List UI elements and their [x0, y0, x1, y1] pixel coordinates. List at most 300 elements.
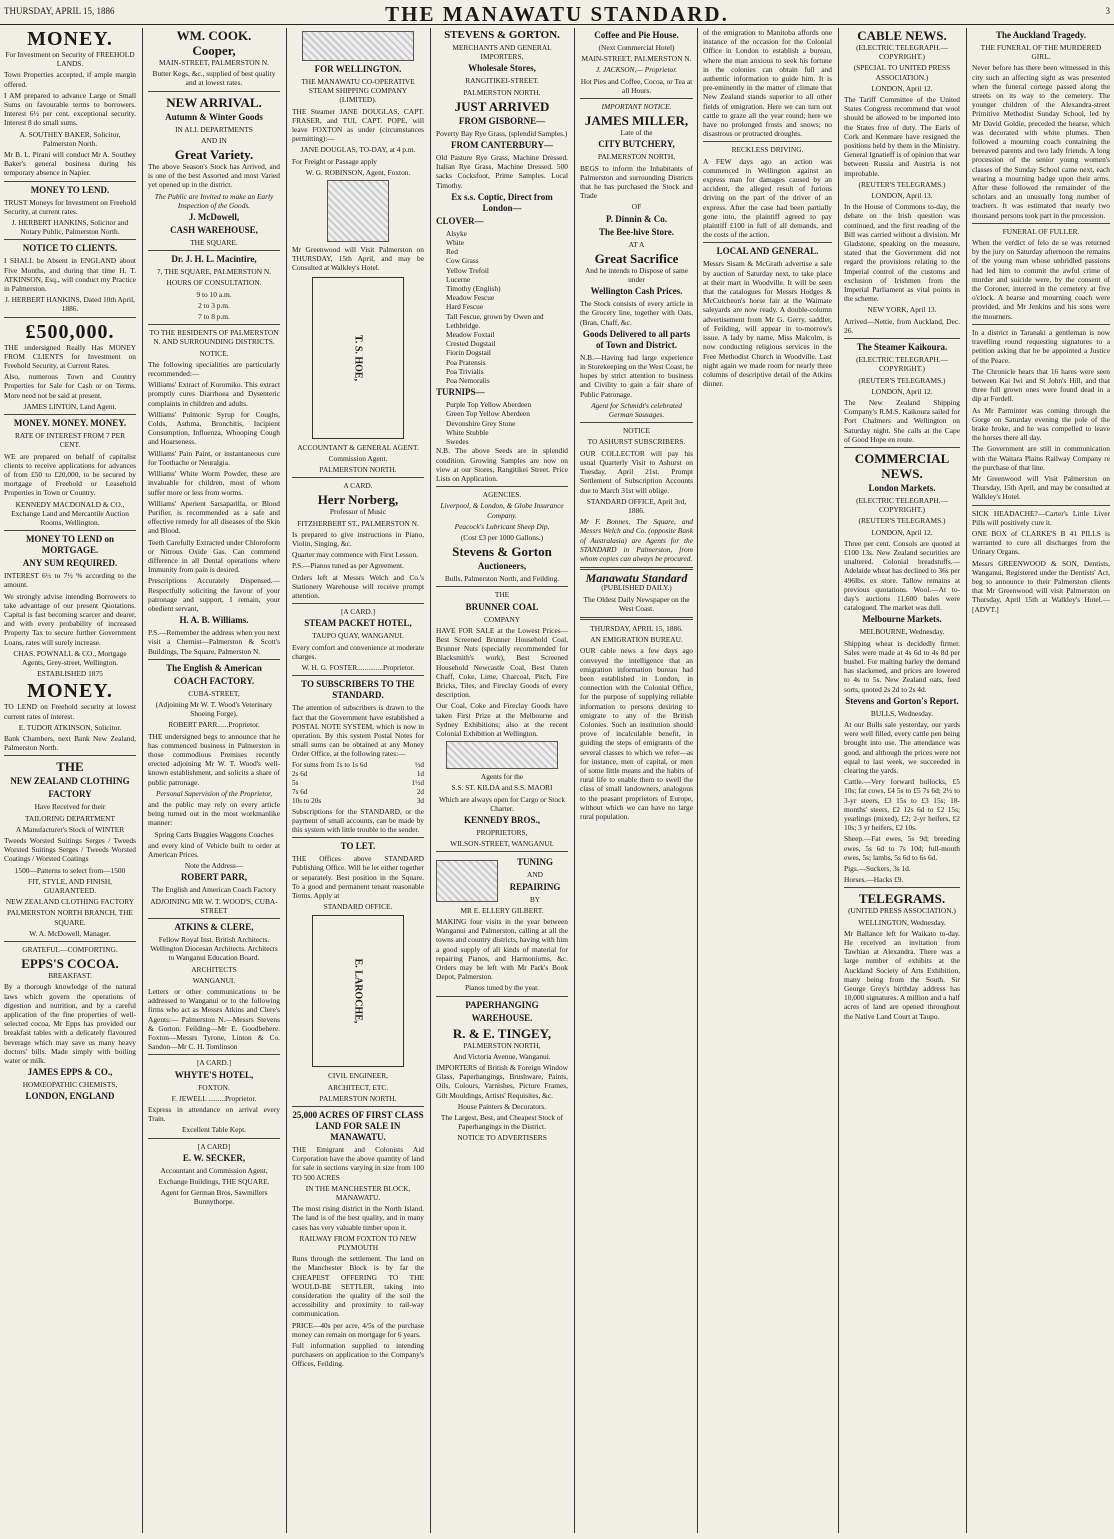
great-sacrifice: Great Sacrifice [594, 250, 679, 266]
masthead [0, 0, 1114, 25]
pirani-notice: Mr B. L. Pirani will conduct Mr A. Southey Baker's general business during his temporary absence in Napier. [4, 150, 136, 178]
hankins-date: J. HERBERT HANKINS, Dated 10th April, 1886. [5, 295, 135, 314]
sg-places: Bulls, Palmerston North, and Feilding. [444, 574, 560, 584]
list-item: White Stubble [446, 427, 489, 437]
company: COMPANY [483, 614, 521, 624]
column-rule [697, 28, 698, 1533]
sheep: Sheep.—Fat ewes, 5s 9d; breeding ewes, 5s 6d to 7s 10d; full-mouth ewes, 5s; lambs, 5s 6d to 6s 6d. [844, 834, 960, 862]
canterbury: FROM CANTERBURY— [451, 140, 553, 151]
laroche-name: E. LAROCHE, [352, 958, 364, 1024]
bulls: BULLS, Wednesday. [870, 708, 934, 718]
civil-engineer: CIVIL ENGINEER, [327, 1071, 389, 1081]
atkinson-address: Bank Chambers, next Bank New Zealand, Palmerston North. [4, 733, 136, 753]
departments-line: IN ALL DEPARTMENTS [175, 124, 253, 134]
pownall-signature: CHAS. POWNALL & CO., Mortgage Agents, Grey-street, Wellington. [13, 648, 127, 667]
column-2 [144, 28, 284, 1533]
nzc-the: THE [56, 759, 84, 775]
williams-signature: H. A. B. Williams. [179, 615, 249, 626]
column-1 [0, 28, 140, 1533]
hours-heading: HOURS OF CONSULTATION. [166, 278, 262, 288]
hankins-signature: J. HERBERT HANKINS, Solicitor and Notary Public, Palmerston North. [11, 218, 129, 237]
published-daily: (PUBLISHED DAILY.) [601, 583, 672, 593]
taranaki: In a district in Taranaki a gentleman is now travelling round requesting signatures to a petition asking that he be appointed a Justice of the Peace. [972, 327, 1110, 365]
steam-packet: STEAM PACKET HOTEL, [304, 618, 412, 629]
railway: RAILWAY FROM FOXTON TO NEW PLYMOUTH [299, 1233, 417, 1252]
new-york-text: Arrived—Nettie, from Auckland, Dec. 26. [844, 316, 960, 335]
bc-the: THE [494, 590, 510, 600]
tweeds-list: Tweeds Worsted Suitings Serges / Tweeds Worsted Suitings Serges / Tweeds Worsted Coatings / Worsted Coatings [4, 835, 136, 864]
notice-heading: NOTICE. [199, 348, 229, 358]
column-rule [430, 28, 431, 1533]
greenwood-dentists: Messrs GREENWOOD & SON, Dentists, Wanganui, Registered under the Dentists' Act, beg to announce to their Palmerston clients that Mr Greenwood will visit Palmerston on Thursday, April 15th at Walkley's Hotel.—[ADVT.] [972, 558, 1110, 614]
standard-office: STANDARD OFFICE. [323, 902, 393, 912]
auctioneers: Auctioneers, [477, 561, 527, 572]
sg-merchants: MERCHANTS AND GENERAL IMPORTERS, [452, 43, 552, 62]
manchester-text: The most rising district in the North Island. The land is of the best quality, and in many cases has very valuable timber upon it. [292, 1204, 424, 1232]
fit-line: FIT, STYLE, AND FINISH, GUARANTEED. [27, 876, 113, 895]
local-general: LOCAL AND GENERAL. [716, 246, 819, 257]
date-line: THURSDAY, APRIL 15, 1886. [590, 623, 683, 633]
adjoining-2: ADJOINING MR W. T. WOOD'S, CUBA-STREET [150, 896, 278, 915]
rate-row: For sums from 1s to 1s 6d ½d [292, 760, 424, 769]
laroche-card [312, 915, 404, 1067]
great-variety: Great Variety. [174, 147, 254, 163]
teeth-text: Teeth Carefully Extracted under Chloroform or Nitrous Oxide Gas. Can commend difference in all Dental operations where Immunity from pain is desired. [148, 537, 280, 575]
kaikoura-1: (ELECTRIC TELEGRAPH.—COPYRIGHT.) [856, 355, 948, 374]
comfort: Every comfort and convenience at moderate charges. [292, 642, 424, 661]
clover: CLOVER— [436, 215, 484, 226]
established: ESTABLISHED 1875 [37, 669, 103, 679]
list-item: Red [446, 247, 458, 257]
supervision: Personal Supervision of the Proprietor, [155, 788, 273, 798]
tuning-block [436, 855, 568, 905]
column-3 [288, 28, 428, 1533]
cable-news: CABLE NEWS. [857, 28, 947, 43]
london-2-text: In the House of Commons to-day, the debate on the Irish question was continued, and the first reading of the Bill was carried without a division. Mr Gladstone, speaking on the measure, stated that the Government did not regard the provisions relating to the Imperial control of the customs and exclusion of Irishmen from the Imperial Parliament as vital points in the scheme. [844, 202, 960, 304]
ships-text: Which are always open for Cargo or Stock Charter. [438, 794, 566, 813]
sg-auctioneers: Stevens & Gorton [452, 544, 552, 560]
the-square: THE SQUARE. [190, 238, 238, 248]
money2-text: TO LEND on Freehold security at lowest current rates of interest. [4, 702, 136, 721]
nb-text: N.B.—Having had large experience in Storekeeping on the West Coast, he hopes by strict attention to business and Civility to gain a fair share of Public Patronage. [580, 352, 693, 399]
branch-line: PALMERSTON NORTH BRANCH, THE SQUARE. [7, 908, 133, 927]
epps-heading: EPPS'S COCOA. [21, 956, 119, 972]
and: AND [526, 870, 543, 880]
town-properties: Town Properties accepted, if ample margin offered. [4, 70, 136, 89]
note-address: Note the Address— [184, 861, 244, 871]
commercial-news: COMMERCIAL NEWS. [854, 450, 950, 481]
kaikoura: The Steamer Kaikoura. [856, 342, 948, 353]
secker-agent: Agent for German Bros, Sawmillers Bunnythorpe. [160, 1188, 268, 1207]
london-markets: London Markets. [868, 482, 936, 493]
warehouse: WAREHOUSE. [471, 1012, 533, 1023]
railway-text: Runs through the settlement. The land on the Manchester Block is by far the CHEAPEST OFFERING TO THE WOULD-BE SETTLER, taking into consideration the quality of the soil the accessibility and proximity to rail-way communication. [292, 1254, 424, 1319]
london-4-text: Three per cent. Consols are quoted at £100 13s. New Zealand securities are unaltered. Colonial breadstuffs.—Adelaide wheat has declined to 36s per 496lbs. ex store. Tallow remains at previous quotations. Wool.—At to-day's auctions 11,600 bales were catalogued. The market was dull. [844, 538, 960, 613]
list-item: Hard Fescue [446, 302, 484, 312]
beehive: The Bee-hive Store. [598, 226, 675, 237]
issue-date: THURSDAY, APRIL 15, 1886 [4, 6, 115, 16]
emigration-bureau: AN EMIGRATION BUREAU. [590, 635, 683, 645]
list-item: Tall Fescue, grown by Owen and Lethbridge. [446, 311, 544, 330]
important-notice: IMPORTANT NOTICE. [601, 102, 672, 112]
for-wellington: FOR WELLINGTON. [314, 64, 402, 74]
freight: For Freight or Passage apply [292, 156, 377, 166]
nzc-tailoring: TAILORING DEPARTMENT [24, 813, 116, 823]
parr-line: ROBERT PARR......Proprietor. [168, 720, 260, 730]
jewell: F. JEWELL .........Proprietor. [171, 1093, 257, 1103]
kennedy-signature: KENNEDY MACDONALD & CO., Exchange Land and Mercantile Auction Rooms, Wellington. [11, 499, 129, 527]
secker-address: Exchange Buildings, THE SQUARE. [158, 1177, 270, 1187]
standard-office-date: STANDARD OFFICE, April 3rd, 1886. [586, 496, 687, 515]
ashurst-text: OUR COLLECTOR will pay his usual Quarterly Visit to Ashurst on Tuesday, April 21st. Prompt Settlement of Subscription Accounts due to March 31st will oblige. [580, 448, 693, 495]
steamer-illustration [446, 741, 558, 769]
hoe-name: T. S. HOE, [352, 334, 364, 381]
reckless-driving: RECKLESS DRIVING. [731, 145, 804, 155]
cook-text: Butter Kegs, &c., supplied of best quality and at lowest rates. [152, 69, 276, 88]
tingey: R. & E. TINGEY, [452, 1025, 552, 1041]
acres-text: THE Emigrant and Colonists Aid Corporation have the above quantity of land for sale in sections varying in size from 100 TO 500 ACRES [292, 1144, 424, 1182]
late-of: Late of the [620, 128, 653, 138]
notice-text: The following specialities are particularly recommended:— [148, 359, 280, 379]
amount-text: THE undersigned Really Has MONEY FROM CLIENTS for Investment on Freehold Security, at Current Rates. [4, 342, 136, 371]
notice-heading: NOTICE TO CLIENTS. [22, 243, 118, 254]
column-rule [574, 28, 575, 1533]
telegrams-upa: (UNITED PRESS ASSOCIATION.) [848, 906, 956, 916]
gilbert: MR E. ELLERY GILBERT. [460, 905, 544, 915]
tuning: TUNING [516, 857, 553, 868]
wilson-street: WILSON-STREET, WANGANUI. [450, 839, 554, 849]
coptic: Ex s.s. Coptic, Direct from London— [451, 191, 553, 213]
card-label-2: [A CARD.] [340, 607, 376, 617]
card-label: A CARD. [343, 481, 373, 491]
notice-advertisers: NOTICE TO ADVERTISERS [457, 1133, 547, 1143]
atkinson-signature: E. TUDOR ATKINSON, Solicitor. [18, 722, 122, 732]
lend-text: I AM prepared to advance Large or Small Sums on favourable terms to borrowers. Interest 6½ per cent. exceptional security. Interest 8 do small sums. [4, 90, 136, 128]
williams-2: Williams' Pulmonic Syrup for Coughs, Colds, Asthma, Bronchitis, Incipient Consumption, Influenza, Whooping Cough and Hoarseness. [148, 409, 280, 447]
architect: ARCHITECT, ETC. [327, 1082, 389, 1092]
grateful-line: GRATEFUL—COMFORTING. [22, 945, 118, 955]
nb-text: N.B. The above Seeds are in splendid condition. Growing Samples are now on view at our Stores, Rangitikei Street. Price Lists on Application. [436, 446, 568, 483]
london-2: LONDON, April 13. [871, 191, 933, 201]
tingey-avenue: And Victoria Avenue, Wanganui. [453, 1051, 551, 1061]
coach-factory: COACH FACTORY. [173, 675, 255, 686]
trust-text: TRUST Moneys for Investment on Freehold Security, at current rates. [4, 197, 136, 216]
mortgage-heading: MONEY TO LEND on MORTGAGE. [25, 534, 115, 556]
greenwood: Mr Greenwood will Visit Palmerston on Thursday, 15th April, and may be consulted at Walkley's Hotel. [972, 473, 1110, 502]
any-sum-text: INTEREST 6½ to 7½ % according to the amount. [4, 571, 136, 590]
agencies: AGENCIES. [482, 490, 522, 500]
williams-5: Williams' Aperient Sarsaparilla, or Blood Purifier, is recommended as a safe and effective remedy for all diseases of the Skin and Blood. [148, 498, 280, 536]
melbourne: MELBOURNE, Wednesday. [859, 627, 945, 637]
repairing: REPAIRING [509, 881, 561, 892]
sick-headache: SICK HEADACHE?—Carter's Little Liver Pills will positively cure it. [972, 508, 1110, 527]
cattle: Cattle.—Very forward bullocks, £5 10s; fat cows, £4 5s to £5 7s 6d; 2½ to 3-yr steers, £3 15s to £3 15s; 18-months' steers, £2 12s 6d to £2 15s; yearlings (mixed), £2; 2-yr heifers, £2 10s; 3 yr heifers, £2 10s. [844, 777, 960, 833]
subscribers-heading: TO SUBSCRIBERS TO THE STANDARD. [301, 679, 415, 701]
notice: NOTICE [622, 426, 651, 436]
money-heading-2: MONEY. [27, 680, 113, 703]
bureau-text: OUR cable news a few days ago conveyed the intelligence that an emigration information bureau had been established in London, in connection with the Colonial Office, for the purpose of supplying reliable information to persons desiring to emigrate to any of the British Colonies. Such an institution should prove of incalculable benefit, in guiding the steps of emigrants of the several classes to which we refer—as for instance, men of capital, or men of some little means and the habits of rural life to enable them to swell the class of small landowners, analogous to the peasant proprietors of Europe, without which we can have no large rural population. [580, 646, 693, 821]
london-1-text: The Tariff Committee of the United States Congress recommend that wool should be allowed to be imported into the States free of duty. The Earls of Cork and Kenmare have resigned the positions held by them in the Ministry. General Ignatieff is of opinion that war between Russia and Austria is not improbable. [844, 95, 960, 178]
sausages: Agent for Schmidt's celebrated German Sausages. [591, 400, 682, 420]
wanganui: WANGANUI. [192, 975, 236, 985]
cash-prices: Wellington Cash Prices. [590, 286, 683, 297]
williams-4: Williams' White Worm Powder, these are invaluable for children, most of whom suffer more or less from worms. [148, 469, 280, 497]
cook-heading: WM. COOK. [176, 28, 252, 43]
notice-text: I SHALL be Absent in ENGLAND about Five Months, and during that time H. T. ATKINSON, Esq., will conduct my Practice in Palmerston. [4, 256, 136, 294]
nzc-stock: A Manufacturer's Stock of WINTER [15, 824, 125, 834]
also-text: Also, numerous Town and Country Properties for Sale for Cash or on Terms. More need not be said at present. [4, 372, 136, 400]
list-item: Lucerne [446, 274, 471, 284]
hours-3: 7 to 8 p.m. [198, 312, 230, 322]
cable-special: (SPECIAL TO UNITED PRESS ASSOCIATION.) [853, 63, 951, 82]
list-item: Crested Dogstail [446, 339, 496, 349]
ashurst: TO ASHURST SUBSCRIBERS. [587, 437, 686, 447]
amount-heading: £500,000. [25, 320, 115, 343]
coffee-address: MAIN-STREET, PALMERSTON N. [581, 54, 692, 64]
doctor-name: Dr. J. H. L. Macintire, [171, 254, 257, 265]
any-sum-heading: ANY SUM REQUIRED. [22, 558, 118, 569]
hoe-place: PALMERSTON NORTH. [319, 465, 397, 475]
williams-1: Williams' Extract of Koromiko. This extract promptly cures Diarrhoea and Dysenteric complaints in children and adults. [148, 380, 280, 408]
money-subhead: For Investment on Security of FREEHOLD LANDS. [5, 50, 135, 69]
london-line: LONDON, ENGLAND [25, 1091, 115, 1102]
kennedy-bros: KENNEDY BROS., [464, 814, 540, 825]
patterns-line: 1500—Patterns to select from—1500 [14, 865, 126, 875]
piano-illustration [436, 860, 498, 902]
price: PRICE—40s per acre, 4/5s of the purchase money can remain on mortgage for 6 years. [292, 1320, 424, 1339]
any-sum-body: We strongly advise intending Borrowers to take advantage of our present Quotations. Capital is fast becoming scarcer and dearer, and with every probability of increased Property Tax to secure further Government Loans, rates will surely increase. [4, 591, 136, 647]
local-text: Messrs Sisam & McGrath advertise a sale by auction of Saturday next, to take place at their mart in Woodville. It will be seen that the catalogues for Messrs Hodges & McCutcheon's horse fair at the Waimate saleyards are now ready. A double-column advertisement from Mr G. Gerry, saddler, of Feilding, will appear in to-morrow's issue. A lady by name, Miss Malcolm, is now conducting religious services in the Free Methodist Church in Woodville. Last night again we made room for nearly three columns of descriptive detail of the Atkins dinner. [703, 259, 832, 389]
kaikoura-2: (REUTER'S TELEGRAMS.) [858, 375, 946, 385]
agency-1: Liverpool, & London, & Globe Insurance Company. [440, 501, 564, 520]
wellington: WELLINGTON, Wednesday. [858, 917, 946, 927]
list-item: Purple Top Yellow Aberdeen [446, 400, 532, 410]
agency-2: Peacock's Lubricant Sheep Dip, [454, 521, 550, 531]
baker-signature: A. SOUTHEY BAKER, Solicitor, Palmerston North. [19, 129, 121, 148]
every-kind: and every kind of Vehicle built to order at American Prices. [148, 840, 280, 859]
list-item: Green Top Yellow Aberdeen [446, 409, 530, 419]
norberg: Herr Norberg, [317, 492, 399, 508]
cable-copyright: (ELECTRIC TELEGRAPH.—COPYRIGHT.) [856, 43, 948, 62]
sg-report: Stevens and Gorton's Report. [845, 695, 959, 706]
nzc-line: Have Received for their [34, 802, 106, 812]
nzc-factory: FACTORY [48, 789, 92, 800]
mcdowell-name: J. McDowell, [188, 212, 240, 223]
newspaper-title: THE MANAWATU STANDARD. [385, 2, 729, 26]
acres-heading: 25,000 ACRES OF FIRST CLASS LAND FOR SALE IN MANAWATU. [292, 1109, 424, 1142]
cash-warehouse: CASH WAREHOUSE, [170, 225, 258, 236]
manchester: IN THE MANCHESTER BLOCK, MANAWATU. [305, 1183, 411, 1202]
column-rule [966, 28, 967, 1533]
public-invite: The Public are Invited to make an Early Inspection of the Goods. [154, 191, 274, 210]
chronicle: The Chronicle hears that 16 hares were seen between Kai Iwi and St John's Hill, and that three full grown ones were found dead in a dip at Fordell. [972, 366, 1110, 404]
prescriptions-text: Prescriptions Accurately Dispensed.— Respectfully soliciting the favour of your patronage and support, I remain, your obedient servant, [148, 576, 280, 613]
pigs: Pigs.—Suckers, 3s 1d. [844, 864, 911, 874]
manager-line: W. A. McDowell, Manager. [29, 928, 111, 938]
london-4: LONDON, April 12. [871, 527, 933, 537]
and-in: AND IN [201, 135, 227, 145]
column-rule [838, 28, 839, 1533]
to-let-text: THE Offices above STANDARD Publishing Office. Will be let either together or separately. Best position in the Square. To a good and permanent tenant reasonable Terms. Apply at [292, 854, 424, 900]
fuller-text: When the verdict of felo de se was returned by the jury on Saturday afternoon the remains of the young man whose unbridled passions had led him to commit the awful crime of murder and suicide were, by the consent of the Coroner, interred in the cemetery at five o'clock. A hearse and mourning coach were provided, and Mr Jenkins and his sons were the mourners. [972, 238, 1110, 321]
table: Excellent Table Kept. [182, 1125, 246, 1135]
nzcf-line: NEW ZEALAND CLOTHING FACTORY [5, 897, 135, 907]
norberg-text: Is prepared to give instructions in Piano, Violin, Singing, &c. [292, 529, 424, 549]
dispose: And he intends to Dispose of same under [584, 265, 689, 285]
rate-row: 5s 1½d [292, 778, 424, 787]
fuller-heading: FUNERAL OF FULLER. [1002, 226, 1080, 236]
next-hotel: (Next Commercial Hotel) [598, 43, 675, 52]
jepps-line: JAMES EPPS & CO., [27, 1067, 113, 1078]
architects: ARCHITECTS [191, 964, 237, 974]
clarkes: ONE BOX of CLARKE'S B 41 PILLS is warranted to cure all discharges from the Urinary Organs. [972, 528, 1110, 557]
williams-3: Williams' Pain Paint, or instantaneous cure for Toothache or Neuralgia. [148, 448, 280, 467]
greenwood-visit: Mr Greenwood will Visit Palmerston on THURSDAY, 15th April, and may be Consulted at Walkley's Hotel. [292, 245, 424, 273]
list-item: Timothy (English) [446, 284, 501, 294]
norberg-quarter: Quarter may commence with First Lesson. [292, 550, 419, 560]
norberg-ps: P.S.—Pianos tuned as per Agreement. [292, 561, 404, 571]
money-money-heading: MONEY. MONEY. MONEY. [13, 418, 127, 429]
column-4 [432, 28, 572, 1533]
atkins-text: Letters or other communications to be addressed to Wanganui or to the following firms who act as Messrs Atkins and Clere's Agents:— Palmerston N.—Messrs Stevens & Gorton. Feilding—Mr E. Goodbehere. Foxton—Messrs Tyrone, Linton & Co. Sandon—Mr C. H. Tomlinson [148, 987, 280, 1052]
bulls-text: At our Bulls sale yesterday, our yards were well filled, every cattle pen being brought into use. The attendance was good, and although the prices were not equal to last week, we succeeded in clearing the yards. [844, 719, 960, 775]
rate-line: RATE OF INTEREST FROM 7 PER CENT. [14, 431, 126, 450]
taupo-quay: TAUPO QUAY, WANGANUI. [312, 631, 404, 641]
gisborne-text: Poverty Bay Rye Grass, (splendid Samples.) [436, 128, 568, 138]
markets-1: (ELECTRIC TELEGRAPH.—COPYRIGHT.) [856, 495, 948, 515]
melbourne-markets: Melbourne Markets. [862, 614, 942, 625]
new-arrival-heading: NEW ARRIVAL. [166, 94, 262, 110]
tingey-text: IMPORTERS of British & Foreign Window Glass, Paperhangings, Brushware, Paints, Oils, Colours, Varnishes, Picture Frames, Gilt Mouldings, Artists' Requisites, &c. [436, 1063, 568, 1100]
stevens-gorton: STEVENS & GORTON. [444, 29, 560, 41]
ps-text: P.S.—Remember the address when you next visit a Chemist—Palmerston & Scott's Buildings, The Square, Palmerston N. [148, 628, 280, 656]
markets-2: (REUTER'S TELEGRAMS.) [858, 516, 946, 526]
secker-title: Accountant and Commission Agent, [160, 1165, 268, 1175]
rate-row: 2s 6d 1d [292, 769, 424, 778]
agency-3: (Cost £3 per 1000 Gallons.) [460, 532, 544, 542]
wholesale: Wholesale Stores, [468, 63, 536, 74]
ship-illustration [302, 31, 414, 61]
dinnin: P. Dinnin & Co. [606, 213, 667, 224]
grass-list [446, 229, 568, 385]
of: OF [631, 202, 642, 212]
coach-factory-2: The English and American Coach Factory [151, 885, 277, 895]
oldest: The Oldest Daily Newspaper on the West Coast. [583, 594, 690, 613]
manawatu-standard: Manawatu Standard [585, 571, 688, 586]
pianos-tuned: Pianos tuned by the year. [464, 983, 540, 993]
cuba-street: CUBA-STREET, [188, 688, 240, 698]
turnip-list [446, 400, 568, 446]
foster: W. H. G. FOSTER..............Proprietor. [301, 663, 415, 673]
homo-line: HOMŒOPATHIC CHEMISTS, [22, 1080, 118, 1090]
house-painters: House Painters & Decorators. [457, 1101, 547, 1111]
professor: Professor of Music [329, 507, 387, 517]
hours-1: 9 to 10 a.m. [196, 289, 232, 299]
canterbury-text: Old Pasture Rye Grass, Machine Dressed. Italian Rye Grass, Machine Dressed. 500 sacks Cocksfoot, Prime Samples. Local Timothy. [436, 153, 568, 190]
just-arrived: JUST ARRIVED [454, 98, 550, 114]
stock-text: The Stock consists of every article in the Grocery line, together with Oats, (Bran, Chaff, &c. [580, 299, 693, 327]
we-text: WE are prepared on behalf of capitalist clients to receive applications for advances of from £50 to £20,000, to be secured by mortgage of Freehold or Leasehold Properties in Town or Country. [4, 451, 136, 498]
variety-text: The above Season's Stock has Arrived, and is one of the best Assorted and most Varied yet opened up in the district. [148, 162, 280, 190]
norberg-orders: Orders left at Messrs Welch and Co.'s Stationery Warehouse will receive prompt attention. [292, 572, 424, 601]
residents-heading: TO THE RESIDENTS OF PALMERSTON N. AND SURROUNDING DISTRICTS. [149, 328, 279, 347]
money-heading: MONEY. [27, 28, 113, 50]
auckland-tragedy: The Auckland Tragedy. [996, 30, 1086, 40]
doctor-address: 7, THE SQUARE, PALMERSTON N. [156, 267, 272, 277]
column-rule [286, 28, 287, 1533]
tingey-place: PALMERSTON NORTH, [463, 1040, 541, 1050]
steamer-text: THE Steamer JANE DOUGLAS, CAPT. FRASER, and TUI, CAPT. POPE, will leave FOXTON as under (circumstances permitting):— [292, 106, 424, 144]
hot-pies: Hot Pies and Coffee, Cocoa, or Tea at all Hours. [580, 76, 693, 95]
london-3: LONDON, April 12. [871, 386, 933, 396]
ships: S.S. ST. KILDA and S.S. MAORI [451, 783, 553, 793]
adjoining: (Adjoining Mr W. T. Wood's Veterinary Shoeing Forge). [155, 699, 273, 719]
autumn-winter: Autumn & Winter Goods [165, 111, 263, 122]
sailing-date: JANE DOUGLAS, TO-DAY, at 4 p.m. [300, 145, 416, 155]
hours-2: 2 to 3 p.m. [198, 300, 230, 310]
brunner-text: HAVE FOR SALE at the Lowest Prices— Best Screened Brunner Household Coal, Brunner Nuts (specially recommended for Blacksmith's work), Best Screened Household Newcastle Coal, Best Oaten Chaff, Coke, Lime, Charcoal, Pitch, Fire Bricks, Tiles, and Fireclay Goods of every description. [436, 625, 568, 700]
shipping-company: THE MANAWATU CO-OPERATIVE STEAM SHIPPING COMPANY (LIMITED). [301, 77, 415, 105]
list-item: Poa Trivialis [446, 366, 484, 376]
norberg-address: FITZHERBERT ST., PALMERSTON N. [297, 518, 419, 528]
paperhanging: PAPERHANGING [465, 999, 539, 1010]
column-5 [576, 28, 697, 1533]
reuters: (REUTER'S TELEGRAMS.) [858, 179, 946, 189]
list-item: Alsyke [446, 228, 467, 238]
hoe-card [312, 277, 404, 439]
gisborne: FROM GISBORNE— [458, 115, 546, 126]
greenwood-illustration [327, 180, 389, 242]
at-a: AT A [628, 239, 645, 249]
funeral-heading: THE FUNERAL OF THE MURDERED GIRL. [980, 43, 1102, 62]
new-york: NEW YORK, April 13. [867, 305, 937, 315]
telegrams: TELEGRAMS. [858, 891, 946, 907]
miller-text: BEGS to inform the Inhabitants of Palmerston and surrounding Districts that he has purchased the Stock and Trade [580, 163, 693, 201]
linton-signature: JAMES LINTON, Land Agent. [23, 401, 117, 411]
palmerston: PALMERSTON NORTH. [463, 87, 541, 97]
foxton: FOXTON. [198, 1082, 230, 1092]
subscribers-text: The attention of subscribers is drawn to the fact that the Government have established a POSTAL NOTE SYSTEM, which is now in operation. By this system Postal Notes for small sums can be obtained at any Money Order Office, at the following rates:— [292, 703, 424, 759]
proprietors: PROPRIETORS, [476, 827, 528, 837]
parr-name: ROBERT PARR, [180, 872, 248, 883]
largest-stock: The Largest, Best, and Cheapest Stock of Paperhangings in the District. [440, 1113, 564, 1132]
coach-heading: The English & American [166, 662, 262, 673]
by: BY [529, 894, 541, 904]
vehicles-list: Spring Carts Buggies Waggons Coaches [154, 829, 274, 839]
column-5b [699, 28, 836, 1533]
miller-place: PALMERSTON NORTH, [597, 152, 676, 162]
wellington-text: Mr Ballance left for Waikato to-day. He received an invitation from Tawhiao at Alexandra. There was a large number of exhibits at the Auckland Society of Arts Exhibition, many being from the South. Sir George Grey's birthday address has 10,000 signatures. A million and a half acres of land are opened throughout the Native Land Court at Taupo. [844, 928, 960, 1021]
robinson: W. G. ROBINSON, Agent, Foxton. [305, 167, 411, 177]
brunner-coal: BRUNNER COAL [465, 601, 539, 612]
breakfast-text: By a thorough knowledge of the natural laws which govern the operations of digestion and nutrition, and by a careful application of the fine properties of well-selected cocoa, Mr Epps has provided our breakfast tables with a delicately flavoured beverage which may save us many heavy doctors' bills. Made simply with boiling water or milk. [4, 982, 136, 1066]
james-miller: JAMES MILLER, [584, 113, 689, 129]
brunner-prizes: Our Coal, Coke and Fireclay Goods have taken First Prize at the Melbourne and Sydney Exhibitions; also at the recent Colonial Exhibition at Wellington. [436, 701, 568, 738]
horses: Horses.—Hacks £9. [844, 875, 904, 885]
melbourne-text: Shipping wheat is decidedly firmer. Sales were made at 4s 6d to 4s 8d per bushel. For malting barley the demand has slackened, and prices are lowered to 4s to 5s. New Zealand oats, feed sorts, quoted 2s 2d to 2s 4d. [844, 638, 960, 694]
agents-for: Agents for the [480, 772, 524, 782]
goods-delivered: Goods Delivered to all parts of Town and District. [582, 328, 691, 350]
gorge: As Mr Parminter was coming through the Gorge on Saturday evening the pole of the brake broke, and he was compelled to leave the horses there all day. [972, 405, 1110, 443]
postal-rates [292, 761, 424, 807]
subscriptions: Subscriptions for the STANDARD, or the payment of small accounts, can be made by this system with little trouble to the sender. [292, 806, 424, 834]
london-3-text: The New Zealand Shipping Company's R.M.S. Kaikoura sailed for Port Chalmers and Wellington on Saturday night. She calls at the Cape of Good Hope en route. [844, 397, 960, 444]
coffee-pie: Coffee and Pie House. [594, 30, 679, 40]
to-let: TO LET. [340, 841, 376, 852]
list-item: Yellow Trefoil [446, 265, 489, 275]
column-7 [968, 28, 1114, 1533]
jackson: J. JACKSON,— Proprietor. [595, 65, 678, 75]
